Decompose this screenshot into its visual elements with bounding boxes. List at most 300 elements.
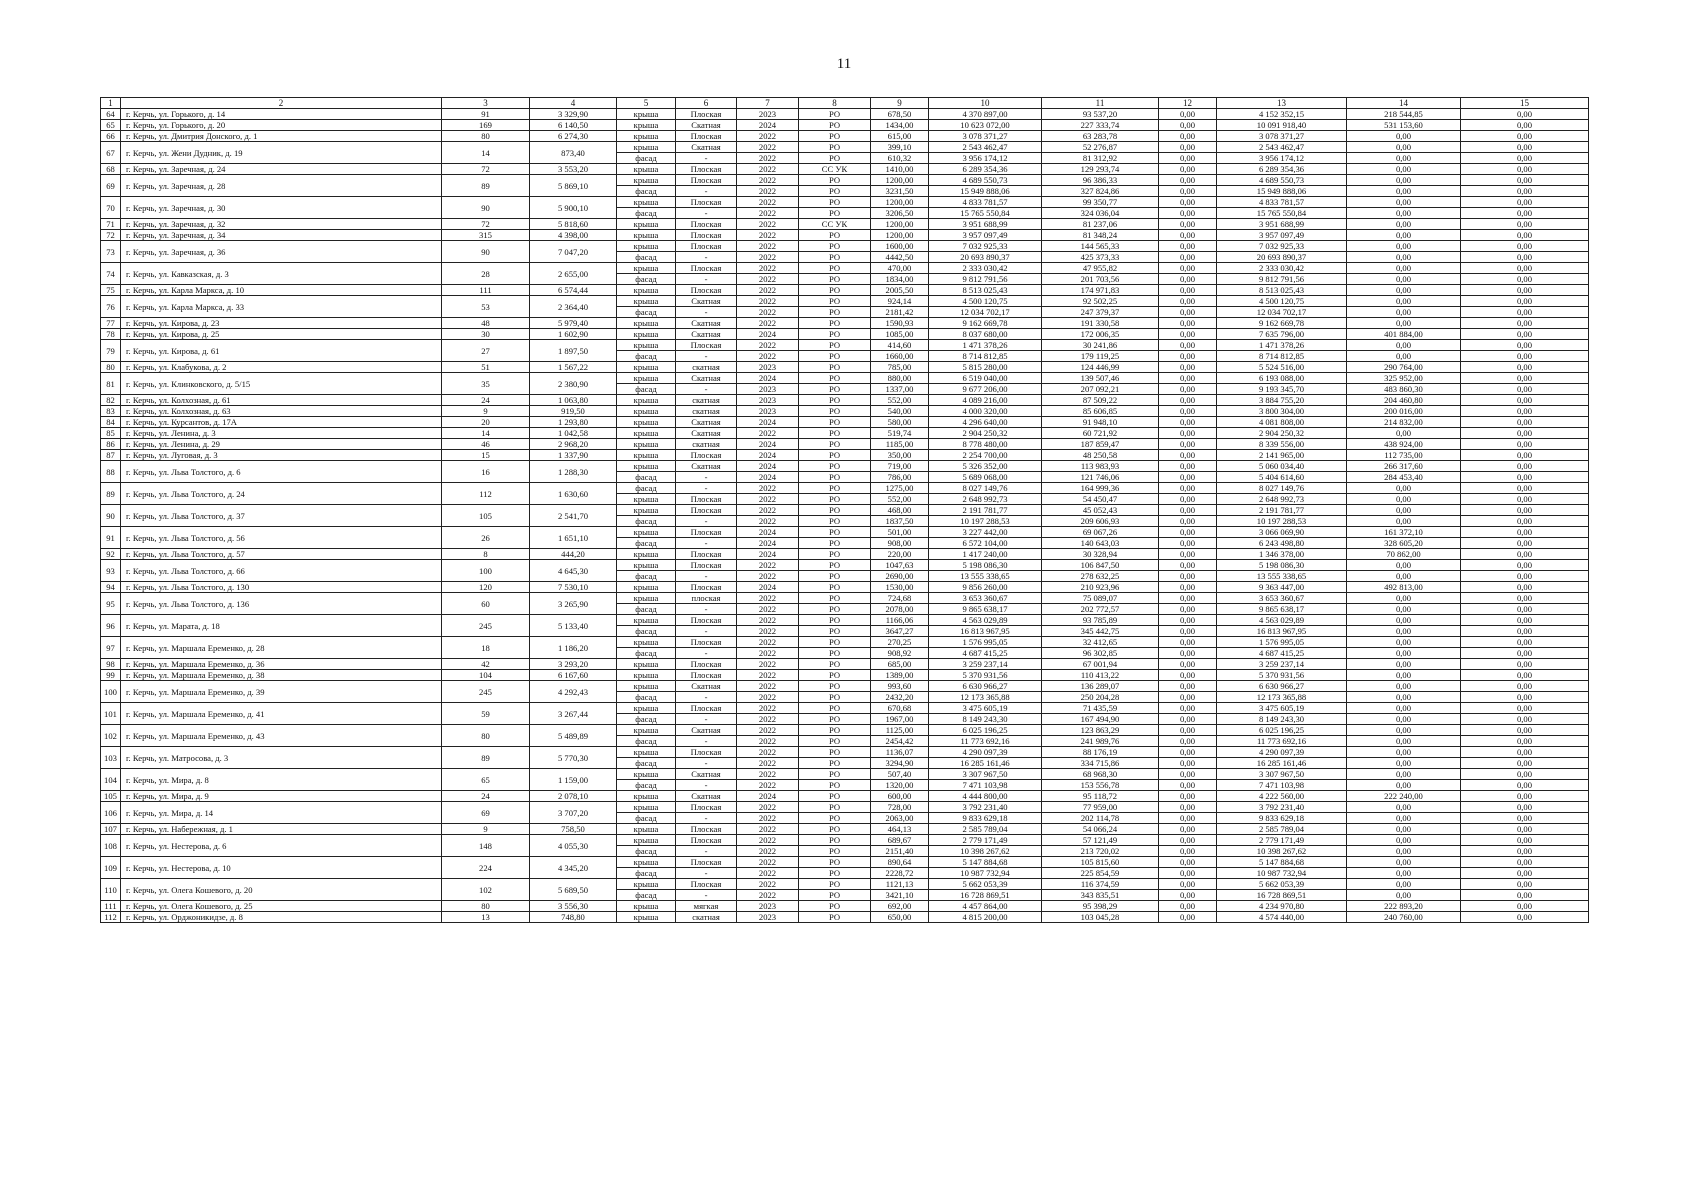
method-cell: РО bbox=[799, 549, 871, 560]
cost-design-cell: 187 859,47 bbox=[1042, 439, 1159, 450]
year-cell: 2022 bbox=[737, 505, 799, 516]
table-row bbox=[101, 175, 1589, 186]
area-cell: 1530,00 bbox=[871, 582, 929, 593]
cost-design-cell: 207 092,21 bbox=[1042, 384, 1159, 395]
year-cell: 2022 bbox=[737, 736, 799, 747]
method-cell: РО bbox=[799, 351, 871, 362]
roof-type-cell: Скатная bbox=[676, 142, 737, 153]
method-cell: РО bbox=[799, 417, 871, 428]
col15-cell: 0,00 bbox=[1461, 186, 1589, 197]
year-cell: 2022 bbox=[737, 703, 799, 714]
cost-total-cell: 6 572 104,00 bbox=[929, 538, 1042, 549]
col14-cell: 0,00 bbox=[1347, 285, 1461, 296]
row-number-cell: 76 bbox=[101, 296, 121, 318]
roof-type-cell: - bbox=[676, 758, 737, 769]
col4-cell: 2 968,20 bbox=[530, 439, 617, 450]
element-cell: фасад bbox=[617, 516, 676, 527]
method-cell: РО bbox=[799, 901, 871, 912]
address-cell: г. Керчь, ул. Карла Маркса, д. 33 bbox=[121, 296, 442, 318]
cost-total-cell: 2 585 789,04 bbox=[929, 824, 1042, 835]
col15-cell: 0,00 bbox=[1461, 582, 1589, 593]
row-number-cell: 89 bbox=[101, 483, 121, 505]
fund-cell: 3 307 967,50 bbox=[1217, 769, 1347, 780]
col14-cell: 0,00 bbox=[1347, 274, 1461, 285]
area-cell: 2454,42 bbox=[871, 736, 929, 747]
method-cell: РО bbox=[799, 802, 871, 813]
address-cell: г. Керчь, ул. Набережная, д. 1 bbox=[121, 824, 442, 835]
cost-total-cell: 4 815 200,00 bbox=[929, 912, 1042, 923]
col15-cell: 0,00 bbox=[1461, 626, 1589, 637]
roof-type-cell: - bbox=[676, 604, 737, 615]
col14-cell: 0,00 bbox=[1347, 483, 1461, 494]
cost-design-cell: 96 302,85 bbox=[1042, 648, 1159, 659]
col12-cell: 0,00 bbox=[1159, 549, 1217, 560]
row-number-cell: 78 bbox=[101, 329, 121, 340]
fund-cell: 16 728 869,51 bbox=[1217, 890, 1347, 901]
area-cell: 1834,00 bbox=[871, 274, 929, 285]
col15-cell: 0,00 bbox=[1461, 890, 1589, 901]
area-cell: 890,64 bbox=[871, 857, 929, 868]
method-cell: РО bbox=[799, 384, 871, 395]
col14-cell: 222 240,00 bbox=[1347, 791, 1461, 802]
cost-design-cell: 95 398,29 bbox=[1042, 901, 1159, 912]
table-row bbox=[101, 428, 1589, 439]
col4-cell: 6 274,30 bbox=[530, 131, 617, 142]
fund-cell: 10 398 267,62 bbox=[1217, 846, 1347, 857]
col12-cell: 0,00 bbox=[1159, 120, 1217, 131]
col14-cell: 0,00 bbox=[1347, 725, 1461, 736]
fund-cell: 4 687 415,25 bbox=[1217, 648, 1347, 659]
element-cell: фасад bbox=[617, 692, 676, 703]
col3-cell: 90 bbox=[442, 241, 530, 263]
col14-cell: 0,00 bbox=[1347, 835, 1461, 846]
cost-design-cell: 77 959,00 bbox=[1042, 802, 1159, 813]
cost-design-cell: 191 330,58 bbox=[1042, 318, 1159, 329]
col3-cell: 59 bbox=[442, 703, 530, 725]
area-cell: 350,00 bbox=[871, 450, 929, 461]
col12-cell: 0,00 bbox=[1159, 879, 1217, 890]
col15-cell: 0,00 bbox=[1461, 813, 1589, 824]
cost-design-cell: 54 450,47 bbox=[1042, 494, 1159, 505]
roof-type-cell: - bbox=[676, 736, 737, 747]
col15-cell: 0,00 bbox=[1461, 142, 1589, 153]
col14-cell: 290 764,00 bbox=[1347, 362, 1461, 373]
cost-total-cell: 2 191 781,77 bbox=[929, 505, 1042, 516]
fund-cell: 16 813 967,95 bbox=[1217, 626, 1347, 637]
fund-cell: 6 630 966,27 bbox=[1217, 681, 1347, 692]
row-number-cell: 101 bbox=[101, 703, 121, 725]
address-cell: г. Керчь, ул. Олега Кошевого, д. 20 bbox=[121, 879, 442, 901]
method-cell: РО bbox=[799, 637, 871, 648]
fund-cell: 3 078 371,27 bbox=[1217, 131, 1347, 142]
col3-cell: 24 bbox=[442, 791, 530, 802]
year-cell: 2022 bbox=[737, 142, 799, 153]
element-cell: крыша bbox=[617, 615, 676, 626]
year-cell: 2022 bbox=[737, 659, 799, 670]
method-cell: РО bbox=[799, 527, 871, 538]
method-cell: РО bbox=[799, 120, 871, 131]
roof-type-cell: Плоская bbox=[676, 450, 737, 461]
element-cell: крыша bbox=[617, 142, 676, 153]
col3-cell: 27 bbox=[442, 340, 530, 362]
col4-cell: 3 267,44 bbox=[530, 703, 617, 725]
element-cell: крыша bbox=[617, 582, 676, 593]
area-cell: 3231,50 bbox=[871, 186, 929, 197]
col3-cell: 120 bbox=[442, 582, 530, 593]
method-cell: РО bbox=[799, 395, 871, 406]
address-cell: г. Керчь, ул. Заречная, д. 36 bbox=[121, 241, 442, 263]
cost-design-cell: 92 502,25 bbox=[1042, 296, 1159, 307]
year-cell: 2022 bbox=[737, 318, 799, 329]
year-cell: 2022 bbox=[737, 769, 799, 780]
col12-cell: 0,00 bbox=[1159, 681, 1217, 692]
year-cell: 2022 bbox=[737, 835, 799, 846]
area-cell: 399,10 bbox=[871, 142, 929, 153]
cost-design-cell: 93 785,89 bbox=[1042, 615, 1159, 626]
fund-cell: 2 543 462,47 bbox=[1217, 142, 1347, 153]
element-cell: крыша bbox=[617, 461, 676, 472]
fund-cell: 10 197 288,53 bbox=[1217, 516, 1347, 527]
col12-cell: 0,00 bbox=[1159, 813, 1217, 824]
row-number-cell: 72 bbox=[101, 230, 121, 241]
col3-cell: 102 bbox=[442, 879, 530, 901]
cost-total-cell: 5 689 068,00 bbox=[929, 472, 1042, 483]
cost-design-cell: 121 746,06 bbox=[1042, 472, 1159, 483]
cost-design-cell: 129 293,74 bbox=[1042, 164, 1159, 175]
area-cell: 993,60 bbox=[871, 681, 929, 692]
col12-cell: 0,00 bbox=[1159, 175, 1217, 186]
element-cell: крыша bbox=[617, 285, 676, 296]
fund-cell: 2 141 965,00 bbox=[1217, 450, 1347, 461]
col12-cell: 0,00 bbox=[1159, 912, 1217, 923]
method-cell: РО bbox=[799, 406, 871, 417]
fund-cell: 7 471 103,98 bbox=[1217, 780, 1347, 791]
address-cell: г. Керчь, ул. Льва Толстого, д. 130 bbox=[121, 582, 442, 593]
roof-type-cell: - bbox=[676, 846, 737, 857]
year-cell: 2022 bbox=[737, 307, 799, 318]
col12-cell: 0,00 bbox=[1159, 351, 1217, 362]
table-row bbox=[101, 582, 1589, 593]
cost-total-cell: 20 693 890,37 bbox=[929, 252, 1042, 263]
cost-total-cell: 4 500 120,75 bbox=[929, 296, 1042, 307]
cost-design-cell: 144 565,33 bbox=[1042, 241, 1159, 252]
col12-cell: 0,00 bbox=[1159, 362, 1217, 373]
fund-cell: 3 259 237,14 bbox=[1217, 659, 1347, 670]
col15-cell: 0,00 bbox=[1461, 560, 1589, 571]
area-cell: 1200,00 bbox=[871, 230, 929, 241]
element-cell: крыша bbox=[617, 296, 676, 307]
row-number-cell: 81 bbox=[101, 373, 121, 395]
col12-cell: 0,00 bbox=[1159, 384, 1217, 395]
year-cell: 2022 bbox=[737, 747, 799, 758]
col14-cell: 0,00 bbox=[1347, 890, 1461, 901]
area-cell: 2005,50 bbox=[871, 285, 929, 296]
year-cell: 2024 bbox=[737, 472, 799, 483]
roof-type-cell: Плоская bbox=[676, 527, 737, 538]
col15-cell: 0,00 bbox=[1461, 450, 1589, 461]
method-cell: РО bbox=[799, 604, 871, 615]
year-cell: 2022 bbox=[737, 648, 799, 659]
col14-cell: 0,00 bbox=[1347, 175, 1461, 186]
fund-cell: 7 635 796,00 bbox=[1217, 329, 1347, 340]
column-number-header: 9 bbox=[871, 98, 929, 109]
col4-cell: 7 530,10 bbox=[530, 582, 617, 593]
col14-cell: 0,00 bbox=[1347, 296, 1461, 307]
col15-cell: 0,00 bbox=[1461, 175, 1589, 186]
fund-cell: 5 662 053,39 bbox=[1217, 879, 1347, 890]
element-cell: фасад bbox=[617, 538, 676, 549]
table-row bbox=[101, 197, 1589, 208]
element-cell: крыша bbox=[617, 901, 676, 912]
cost-design-cell: 99 350,77 bbox=[1042, 197, 1159, 208]
row-number-cell: 87 bbox=[101, 450, 121, 461]
col14-cell: 0,00 bbox=[1347, 637, 1461, 648]
cost-design-cell: 81 237,06 bbox=[1042, 219, 1159, 230]
address-cell: г. Керчь, ул. Льва Толстого, д. 37 bbox=[121, 505, 442, 527]
col3-cell: 224 bbox=[442, 857, 530, 879]
area-cell: 3421,10 bbox=[871, 890, 929, 901]
element-cell: фасад bbox=[617, 472, 676, 483]
col3-cell: 315 bbox=[442, 230, 530, 241]
roof-type-cell: Скатная bbox=[676, 318, 737, 329]
col14-cell: 0,00 bbox=[1347, 252, 1461, 263]
col12-cell: 0,00 bbox=[1159, 758, 1217, 769]
address-cell: г. Керчь, ул. Ленина, д. 29 bbox=[121, 439, 442, 450]
roof-type-cell: Плоская bbox=[676, 241, 737, 252]
col4-cell: 4 398,00 bbox=[530, 230, 617, 241]
col4-cell: 748,80 bbox=[530, 912, 617, 923]
col4-cell: 2 364,40 bbox=[530, 296, 617, 318]
col15-cell: 0,00 bbox=[1461, 131, 1589, 142]
fund-cell: 4 574 440,00 bbox=[1217, 912, 1347, 923]
col3-cell: 16 bbox=[442, 461, 530, 483]
element-cell: крыша bbox=[617, 802, 676, 813]
year-cell: 2024 bbox=[737, 120, 799, 131]
col4-cell: 444,20 bbox=[530, 549, 617, 560]
cost-design-cell: 91 948,10 bbox=[1042, 417, 1159, 428]
cost-design-cell: 324 036,04 bbox=[1042, 208, 1159, 219]
area-cell: 908,00 bbox=[871, 538, 929, 549]
cost-total-cell: 4 563 029,89 bbox=[929, 615, 1042, 626]
col12-cell: 0,00 bbox=[1159, 791, 1217, 802]
method-cell: РО bbox=[799, 758, 871, 769]
area-cell: 2228,72 bbox=[871, 868, 929, 879]
element-cell: крыша bbox=[617, 241, 676, 252]
roof-type-cell: - bbox=[676, 351, 737, 362]
col12-cell: 0,00 bbox=[1159, 164, 1217, 175]
area-cell: 786,00 bbox=[871, 472, 929, 483]
col15-cell: 0,00 bbox=[1461, 912, 1589, 923]
element-cell: крыша bbox=[617, 637, 676, 648]
element-cell: крыша bbox=[617, 769, 676, 780]
year-cell: 2024 bbox=[737, 527, 799, 538]
col14-cell: 0,00 bbox=[1347, 659, 1461, 670]
area-cell: 4442,50 bbox=[871, 252, 929, 263]
roof-type-cell: - bbox=[676, 868, 737, 879]
col15-cell: 0,00 bbox=[1461, 296, 1589, 307]
row-number-cell: 106 bbox=[101, 802, 121, 824]
column-number-header: 14 bbox=[1347, 98, 1461, 109]
col3-cell: 26 bbox=[442, 527, 530, 549]
row-number-cell: 107 bbox=[101, 824, 121, 835]
area-cell: 1200,00 bbox=[871, 219, 929, 230]
col14-cell: 0,00 bbox=[1347, 571, 1461, 582]
row-number-cell: 86 bbox=[101, 439, 121, 450]
method-cell: РО bbox=[799, 505, 871, 516]
element-cell: фасад bbox=[617, 483, 676, 494]
col4-cell: 1 337,90 bbox=[530, 450, 617, 461]
element-cell: крыша bbox=[617, 175, 676, 186]
col14-cell: 0,00 bbox=[1347, 648, 1461, 659]
cost-design-cell: 52 276,87 bbox=[1042, 142, 1159, 153]
address-cell: г. Керчь, ул. Курсантов, д. 17А bbox=[121, 417, 442, 428]
cost-total-cell: 5 198 086,30 bbox=[929, 560, 1042, 571]
row-number-cell: 109 bbox=[101, 857, 121, 879]
fund-cell: 6 025 196,25 bbox=[1217, 725, 1347, 736]
col3-cell: 24 bbox=[442, 395, 530, 406]
col15-cell: 0,00 bbox=[1461, 516, 1589, 527]
col3-cell: 53 bbox=[442, 296, 530, 318]
cost-total-cell: 2 779 171,49 bbox=[929, 835, 1042, 846]
cost-design-cell: 81 312,92 bbox=[1042, 153, 1159, 164]
table-row bbox=[101, 131, 1589, 142]
address-cell: г. Керчь, ул. Льва Толстого, д. 6 bbox=[121, 461, 442, 483]
cost-design-cell: 124 446,99 bbox=[1042, 362, 1159, 373]
roof-type-cell: - bbox=[676, 780, 737, 791]
year-cell: 2023 bbox=[737, 406, 799, 417]
column-number-header: 4 bbox=[530, 98, 617, 109]
col4-cell: 1 651,10 bbox=[530, 527, 617, 549]
cost-design-cell: 202 772,57 bbox=[1042, 604, 1159, 615]
cost-total-cell: 7 471 103,98 bbox=[929, 780, 1042, 791]
method-cell: СС УК bbox=[799, 219, 871, 230]
fund-cell: 11 773 692,16 bbox=[1217, 736, 1347, 747]
roof-type-cell: Плоская bbox=[676, 857, 737, 868]
col12-cell: 0,00 bbox=[1159, 780, 1217, 791]
table-row bbox=[101, 791, 1589, 802]
col12-cell: 0,00 bbox=[1159, 769, 1217, 780]
col14-cell: 0,00 bbox=[1347, 758, 1461, 769]
cost-total-cell: 1 576 995,05 bbox=[929, 637, 1042, 648]
year-cell: 2022 bbox=[737, 483, 799, 494]
cost-total-cell: 8 027 149,76 bbox=[929, 483, 1042, 494]
cost-design-cell: 425 373,33 bbox=[1042, 252, 1159, 263]
col14-cell: 266 317,60 bbox=[1347, 461, 1461, 472]
roof-type-cell: Плоская bbox=[676, 670, 737, 681]
col4-cell: 2 541,70 bbox=[530, 505, 617, 527]
col14-cell: 0,00 bbox=[1347, 131, 1461, 142]
area-cell: 728,00 bbox=[871, 802, 929, 813]
roof-type-cell: плоская bbox=[676, 593, 737, 604]
year-cell: 2024 bbox=[737, 549, 799, 560]
col14-cell: 328 605,20 bbox=[1347, 538, 1461, 549]
roof-type-cell: - bbox=[676, 472, 737, 483]
cost-total-cell: 3 956 174,12 bbox=[929, 153, 1042, 164]
cost-total-cell: 2 254 700,00 bbox=[929, 450, 1042, 461]
year-cell: 2022 bbox=[737, 164, 799, 175]
col14-cell: 0,00 bbox=[1347, 219, 1461, 230]
col15-cell: 0,00 bbox=[1461, 527, 1589, 538]
table-row bbox=[101, 285, 1589, 296]
cost-total-cell: 16 285 161,46 bbox=[929, 758, 1042, 769]
method-cell: РО bbox=[799, 857, 871, 868]
col15-cell: 0,00 bbox=[1461, 428, 1589, 439]
fund-cell: 3 792 231,40 bbox=[1217, 802, 1347, 813]
col4-cell: 1 186,20 bbox=[530, 637, 617, 659]
year-cell: 2022 bbox=[737, 274, 799, 285]
table-row bbox=[101, 835, 1589, 846]
address-cell: г. Керчь, ул. Нестерова, д. 6 bbox=[121, 835, 442, 857]
col14-cell: 0,00 bbox=[1347, 813, 1461, 824]
year-cell: 2023 bbox=[737, 395, 799, 406]
col12-cell: 0,00 bbox=[1159, 582, 1217, 593]
col14-cell: 112 735,00 bbox=[1347, 450, 1461, 461]
method-cell: РО bbox=[799, 582, 871, 593]
cost-design-cell: 45 052,43 bbox=[1042, 505, 1159, 516]
area-cell: 540,00 bbox=[871, 406, 929, 417]
cost-design-cell: 139 507,46 bbox=[1042, 373, 1159, 384]
col4-cell: 1 567,22 bbox=[530, 362, 617, 373]
row-number-cell: 91 bbox=[101, 527, 121, 549]
col15-cell: 0,00 bbox=[1461, 252, 1589, 263]
col14-cell: 0,00 bbox=[1347, 868, 1461, 879]
col4-cell: 919,50 bbox=[530, 406, 617, 417]
cost-total-cell: 9 856 260,00 bbox=[929, 582, 1042, 593]
cost-design-cell: 179 119,25 bbox=[1042, 351, 1159, 362]
cost-total-cell: 3 957 097,49 bbox=[929, 230, 1042, 241]
area-cell: 464,13 bbox=[871, 824, 929, 835]
cost-design-cell: 334 715,86 bbox=[1042, 758, 1159, 769]
column-number-header: 7 bbox=[737, 98, 799, 109]
col4-cell: 2 655,00 bbox=[530, 263, 617, 285]
col12-cell: 0,00 bbox=[1159, 648, 1217, 659]
col3-cell: 9 bbox=[442, 406, 530, 417]
element-cell: крыша bbox=[617, 131, 676, 142]
col12-cell: 0,00 bbox=[1159, 505, 1217, 516]
element-cell: крыша bbox=[617, 318, 676, 329]
row-number-cell: 64 bbox=[101, 109, 121, 120]
col14-cell: 0,00 bbox=[1347, 230, 1461, 241]
address-cell: г. Керчь, ул. Нестерова, д. 10 bbox=[121, 857, 442, 879]
fund-cell: 2 779 171,49 bbox=[1217, 835, 1347, 846]
roof-type-cell: Плоская bbox=[676, 494, 737, 505]
method-cell: РО bbox=[799, 483, 871, 494]
cost-design-cell: 106 847,50 bbox=[1042, 560, 1159, 571]
roof-type-cell: - bbox=[676, 890, 737, 901]
area-cell: 552,00 bbox=[871, 395, 929, 406]
col3-cell: 46 bbox=[442, 439, 530, 450]
year-cell: 2022 bbox=[737, 758, 799, 769]
cost-total-cell: 12 173 365,88 bbox=[929, 692, 1042, 703]
cost-design-cell: 54 066,24 bbox=[1042, 824, 1159, 835]
col14-cell: 0,00 bbox=[1347, 208, 1461, 219]
fund-cell: 5 370 931,56 bbox=[1217, 670, 1347, 681]
fund-cell: 4 152 352,15 bbox=[1217, 109, 1347, 120]
year-cell: 2023 bbox=[737, 912, 799, 923]
col12-cell: 0,00 bbox=[1159, 824, 1217, 835]
col12-cell: 0,00 bbox=[1159, 527, 1217, 538]
element-cell: крыша bbox=[617, 527, 676, 538]
row-number-cell: 99 bbox=[101, 670, 121, 681]
year-cell: 2022 bbox=[737, 593, 799, 604]
year-cell: 2024 bbox=[737, 329, 799, 340]
col15-cell: 0,00 bbox=[1461, 791, 1589, 802]
roof-type-cell: Плоская bbox=[676, 824, 737, 835]
col4-cell: 5 869,10 bbox=[530, 175, 617, 197]
col14-cell: 214 832,00 bbox=[1347, 417, 1461, 428]
year-cell: 2024 bbox=[737, 417, 799, 428]
table-row bbox=[101, 593, 1589, 604]
